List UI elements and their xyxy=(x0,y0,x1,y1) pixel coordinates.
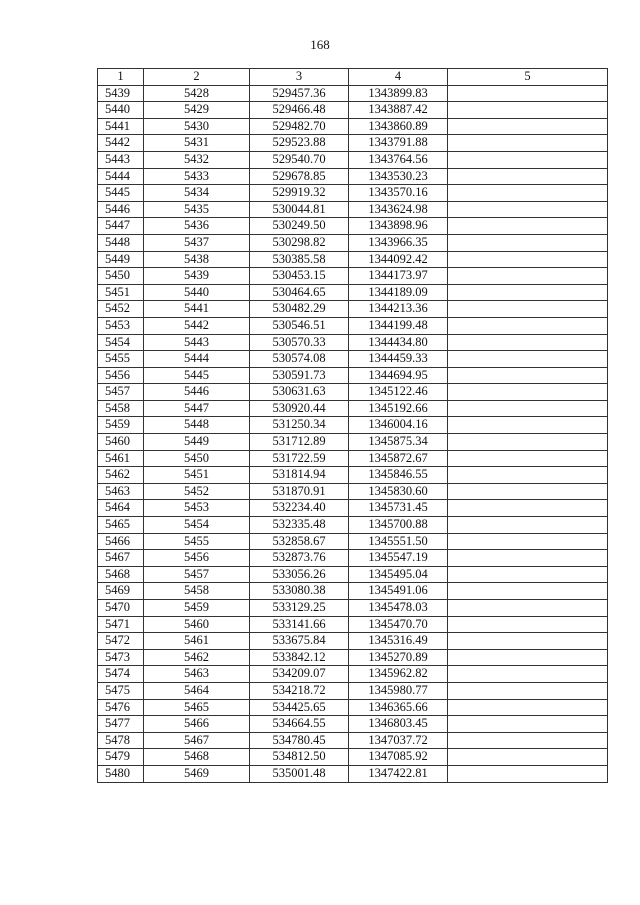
coordinates-table xyxy=(97,68,608,783)
table-cell-col-4: 1345830.60 xyxy=(349,483,448,500)
table-cell-col-1: 5445 xyxy=(98,185,144,202)
table-cell-col-5 xyxy=(448,185,608,202)
table-cell-col-3: 530574.08 xyxy=(250,351,349,368)
table-cell-col-3: 529678.85 xyxy=(250,168,349,185)
table-cell-col-1: 5441 xyxy=(98,118,144,135)
table-cell-col-2: 5447 xyxy=(144,400,250,417)
table-cell-col-4: 1344694.95 xyxy=(349,367,448,384)
table-cell-col-3: 530591.73 xyxy=(250,367,349,384)
table-cell-col-2: 5443 xyxy=(144,334,250,351)
table-cell-col-3: 530385.58 xyxy=(250,251,349,268)
table-cell-col-1: 5439 xyxy=(98,85,144,102)
table-cell-col-1: 5444 xyxy=(98,168,144,185)
table-row xyxy=(98,367,608,384)
table-row xyxy=(98,434,608,451)
table-cell-col-4: 1343899.83 xyxy=(349,85,448,102)
table-cell-col-1: 5470 xyxy=(98,600,144,617)
table-cell-col-3: 529466.48 xyxy=(250,102,349,119)
table-cell-col-4: 1345491.06 xyxy=(349,583,448,600)
table-cell-col-4: 1345962.82 xyxy=(349,666,448,683)
table-cell-col-3: 530453.15 xyxy=(250,268,349,285)
table-cell-col-3: 533842.12 xyxy=(250,649,349,666)
table-row xyxy=(98,483,608,500)
table-cell-col-1: 5466 xyxy=(98,533,144,550)
table-cell-col-5 xyxy=(448,268,608,285)
table-cell-col-2: 5428 xyxy=(144,85,250,102)
table-cell-col-4: 1345470.70 xyxy=(349,616,448,633)
table-cell-col-4: 1344459.33 xyxy=(349,351,448,368)
table-cell-col-3: 534780.45 xyxy=(250,732,349,749)
table-cell-col-3: 534218.72 xyxy=(250,682,349,699)
table-cell-col-5 xyxy=(448,168,608,185)
column-header-2: 2 xyxy=(144,69,250,86)
table-cell-col-5 xyxy=(448,351,608,368)
table-cell-col-5 xyxy=(448,682,608,699)
column-header-4: 4 xyxy=(349,69,448,86)
table-row xyxy=(98,666,608,683)
table-cell-col-3: 535001.48 xyxy=(250,765,349,782)
table-cell-col-5 xyxy=(448,434,608,451)
table-cell-col-4: 1345980.77 xyxy=(349,682,448,699)
table-cell-col-1: 5474 xyxy=(98,666,144,683)
table-cell-col-4: 1347037.72 xyxy=(349,732,448,749)
table-cell-col-2: 5452 xyxy=(144,483,250,500)
table-cell-col-2: 5464 xyxy=(144,682,250,699)
table-cell-col-5 xyxy=(448,749,608,766)
table-cell-col-1: 5448 xyxy=(98,234,144,251)
table-cell-col-5 xyxy=(448,765,608,782)
table-cell-col-1: 5454 xyxy=(98,334,144,351)
table-cell-col-5 xyxy=(448,400,608,417)
table-row xyxy=(98,201,608,218)
page-number: 168 xyxy=(310,37,330,52)
table-row xyxy=(98,550,608,567)
table-cell-col-2: 5462 xyxy=(144,649,250,666)
table-row xyxy=(98,765,608,782)
table-cell-col-2: 5431 xyxy=(144,135,250,152)
table-cell-col-1: 5458 xyxy=(98,400,144,417)
table-cell-col-5 xyxy=(448,234,608,251)
table-cell-col-2: 5460 xyxy=(144,616,250,633)
table-cell-col-1: 5477 xyxy=(98,716,144,733)
table-cell-col-1: 5461 xyxy=(98,450,144,467)
table-cell-col-1: 5443 xyxy=(98,151,144,168)
table-cell-col-5 xyxy=(448,616,608,633)
table-row xyxy=(98,649,608,666)
table-cell-col-2: 5438 xyxy=(144,251,250,268)
table-cell-col-1: 5480 xyxy=(98,765,144,782)
table-cell-col-3: 530464.65 xyxy=(250,284,349,301)
table-row xyxy=(98,85,608,102)
table-row xyxy=(98,284,608,301)
table-row xyxy=(98,400,608,417)
table-cell-col-2: 5467 xyxy=(144,732,250,749)
table-row xyxy=(98,135,608,152)
table-cell-col-4: 1346004.16 xyxy=(349,417,448,434)
table-cell-col-2: 5449 xyxy=(144,434,250,451)
table-cell-col-2: 5434 xyxy=(144,185,250,202)
table-cell-col-2: 5455 xyxy=(144,533,250,550)
table-cell-col-3: 532234.40 xyxy=(250,500,349,517)
table-row xyxy=(98,616,608,633)
table-cell-col-3: 530482.29 xyxy=(250,301,349,318)
table-cell-col-3: 529540.70 xyxy=(250,151,349,168)
table-cell-col-2: 5445 xyxy=(144,367,250,384)
table-cell-col-1: 5446 xyxy=(98,201,144,218)
table-cell-col-2: 5435 xyxy=(144,201,250,218)
table-cell-col-5 xyxy=(448,417,608,434)
table-cell-col-2: 5448 xyxy=(144,417,250,434)
table-cell-col-1: 5453 xyxy=(98,317,144,334)
table-cell-col-3: 533129.25 xyxy=(250,600,349,617)
table-cell-col-5 xyxy=(448,633,608,650)
table-cell-col-1: 5475 xyxy=(98,682,144,699)
table-row xyxy=(98,185,608,202)
column-header-3: 3 xyxy=(250,69,349,86)
table-cell-col-5 xyxy=(448,666,608,683)
table-header-row xyxy=(98,69,608,86)
table-cell-col-5 xyxy=(448,550,608,567)
table-cell-col-3: 533141.66 xyxy=(250,616,349,633)
table-cell-col-3: 529523.88 xyxy=(250,135,349,152)
table-cell-col-1: 5455 xyxy=(98,351,144,368)
table-cell-col-1: 5450 xyxy=(98,268,144,285)
table-cell-col-2: 5466 xyxy=(144,716,250,733)
table-cell-col-4: 1343764.56 xyxy=(349,151,448,168)
table-row xyxy=(98,118,608,135)
table-row xyxy=(98,334,608,351)
table-cell-col-1: 5457 xyxy=(98,384,144,401)
table-cell-col-3: 532873.76 xyxy=(250,550,349,567)
table-cell-col-1: 5469 xyxy=(98,583,144,600)
table-cell-col-4: 1345316.49 xyxy=(349,633,448,650)
table-cell-col-4: 1344199.48 xyxy=(349,317,448,334)
table-cell-col-3: 534664.55 xyxy=(250,716,349,733)
table-cell-col-4: 1343530.23 xyxy=(349,168,448,185)
table-cell-col-3: 529482.70 xyxy=(250,118,349,135)
table-cell-col-2: 5440 xyxy=(144,284,250,301)
table-cell-col-3: 531712.89 xyxy=(250,434,349,451)
table-cell-col-4: 1347085.92 xyxy=(349,749,448,766)
table-row xyxy=(98,716,608,733)
table-cell-col-4: 1344189.09 xyxy=(349,284,448,301)
table-cell-col-2: 5429 xyxy=(144,102,250,119)
table-cell-col-1: 5456 xyxy=(98,367,144,384)
table-cell-col-1: 5479 xyxy=(98,749,144,766)
table-cell-col-3: 533080.38 xyxy=(250,583,349,600)
table-cell-col-2: 5436 xyxy=(144,218,250,235)
table-cell-col-4: 1346803.45 xyxy=(349,716,448,733)
table-cell-col-4: 1345478.03 xyxy=(349,600,448,617)
table-row xyxy=(98,417,608,434)
table-cell-col-5 xyxy=(448,334,608,351)
table-row xyxy=(98,351,608,368)
table-cell-col-2: 5433 xyxy=(144,168,250,185)
table-body xyxy=(98,85,608,782)
table-cell-col-2: 5451 xyxy=(144,467,250,484)
table-cell-col-5 xyxy=(448,218,608,235)
table-cell-col-3: 532335.48 xyxy=(250,517,349,534)
table-cell-col-3: 531870.91 xyxy=(250,483,349,500)
table-cell-col-5 xyxy=(448,135,608,152)
table-cell-col-1: 5473 xyxy=(98,649,144,666)
table-cell-col-4: 1343791.88 xyxy=(349,135,448,152)
table-row xyxy=(98,633,608,650)
table-cell-col-5 xyxy=(448,384,608,401)
table-cell-col-5 xyxy=(448,151,608,168)
table-cell-col-1: 5459 xyxy=(98,417,144,434)
table-cell-col-5 xyxy=(448,367,608,384)
table-cell-col-3: 530631.63 xyxy=(250,384,349,401)
table-cell-col-2: 5450 xyxy=(144,450,250,467)
table-cell-col-1: 5465 xyxy=(98,517,144,534)
table-cell-col-5 xyxy=(448,699,608,716)
table-cell-col-1: 5468 xyxy=(98,566,144,583)
table-cell-col-5 xyxy=(448,102,608,119)
table-cell-col-4: 1345495.04 xyxy=(349,566,448,583)
table-cell-col-3: 530570.33 xyxy=(250,334,349,351)
table-row xyxy=(98,450,608,467)
table-cell-col-1: 5467 xyxy=(98,550,144,567)
table-cell-col-3: 531722.59 xyxy=(250,450,349,467)
table-cell-col-3: 532858.67 xyxy=(250,533,349,550)
table-cell-col-4: 1344434.80 xyxy=(349,334,448,351)
table-cell-col-5 xyxy=(448,483,608,500)
table-cell-col-1: 5460 xyxy=(98,434,144,451)
table-row xyxy=(98,102,608,119)
table-cell-col-3: 530298.82 xyxy=(250,234,349,251)
table-cell-col-2: 5454 xyxy=(144,517,250,534)
table-row xyxy=(98,749,608,766)
column-header-5: 5 xyxy=(448,69,608,86)
table-cell-col-5 xyxy=(448,301,608,318)
table-cell-col-2: 5446 xyxy=(144,384,250,401)
table-cell-col-2: 5439 xyxy=(144,268,250,285)
table-cell-col-5 xyxy=(448,450,608,467)
table-cell-col-5 xyxy=(448,317,608,334)
table-cell-col-2: 5456 xyxy=(144,550,250,567)
table-cell-col-4: 1343624.98 xyxy=(349,201,448,218)
table-cell-col-2: 5461 xyxy=(144,633,250,650)
table-cell-col-3: 530920.44 xyxy=(250,400,349,417)
table-row xyxy=(98,682,608,699)
table-cell-col-4: 1345192.66 xyxy=(349,400,448,417)
table-cell-col-1: 5449 xyxy=(98,251,144,268)
table-cell-col-1: 5464 xyxy=(98,500,144,517)
table-cell-col-4: 1346365.66 xyxy=(349,699,448,716)
table-cell-col-3: 530044.81 xyxy=(250,201,349,218)
table-cell-col-3: 534812.50 xyxy=(250,749,349,766)
table-cell-col-2: 5465 xyxy=(144,699,250,716)
table-cell-col-5 xyxy=(448,284,608,301)
table-cell-col-4: 1344213.36 xyxy=(349,301,448,318)
table-row xyxy=(98,168,608,185)
table-row xyxy=(98,301,608,318)
table-cell-col-2: 5437 xyxy=(144,234,250,251)
table-cell-col-5 xyxy=(448,716,608,733)
table-cell-col-5 xyxy=(448,533,608,550)
table-cell-col-1: 5447 xyxy=(98,218,144,235)
table-cell-col-5 xyxy=(448,500,608,517)
table-cell-col-4: 1343898.96 xyxy=(349,218,448,235)
table-cell-col-2: 5457 xyxy=(144,566,250,583)
table-cell-col-4: 1347422.81 xyxy=(349,765,448,782)
table-cell-col-4: 1345122.46 xyxy=(349,384,448,401)
table-cell-col-3: 530249.50 xyxy=(250,218,349,235)
table-cell-col-1: 5440 xyxy=(98,102,144,119)
table-cell-col-2: 5468 xyxy=(144,749,250,766)
table-cell-col-4: 1343966.35 xyxy=(349,234,448,251)
table-row xyxy=(98,151,608,168)
table-row xyxy=(98,583,608,600)
table-cell-col-1: 5478 xyxy=(98,732,144,749)
table-cell-col-2: 5430 xyxy=(144,118,250,135)
table-row xyxy=(98,467,608,484)
table-cell-col-2: 5453 xyxy=(144,500,250,517)
table-row xyxy=(98,500,608,517)
table-cell-col-4: 1345872.67 xyxy=(349,450,448,467)
table-cell-col-5 xyxy=(448,732,608,749)
table-cell-col-1: 5463 xyxy=(98,483,144,500)
table-cell-col-5 xyxy=(448,118,608,135)
table-cell-col-5 xyxy=(448,566,608,583)
table-row xyxy=(98,566,608,583)
table-cell-col-1: 5472 xyxy=(98,633,144,650)
table-cell-col-4: 1343887.42 xyxy=(349,102,448,119)
table-cell-col-4: 1344092.42 xyxy=(349,251,448,268)
table-cell-col-3: 533675.84 xyxy=(250,633,349,650)
table-cell-col-3: 531814.94 xyxy=(250,467,349,484)
table-row xyxy=(98,600,608,617)
table-cell-col-5 xyxy=(448,201,608,218)
table-row xyxy=(98,384,608,401)
table-cell-col-5 xyxy=(448,649,608,666)
table-row xyxy=(98,517,608,534)
table-row xyxy=(98,533,608,550)
table-cell-col-5 xyxy=(448,583,608,600)
table-cell-col-2: 5458 xyxy=(144,583,250,600)
table-cell-col-1: 5462 xyxy=(98,467,144,484)
table-row xyxy=(98,732,608,749)
table-row xyxy=(98,251,608,268)
table-cell-col-4: 1343570.16 xyxy=(349,185,448,202)
table-cell-col-5 xyxy=(448,467,608,484)
table-cell-col-5 xyxy=(448,85,608,102)
column-header-1: 1 xyxy=(98,69,144,86)
table-cell-col-1: 5442 xyxy=(98,135,144,152)
table-row xyxy=(98,699,608,716)
table-cell-col-4: 1345846.55 xyxy=(349,467,448,484)
table-cell-col-1: 5452 xyxy=(98,301,144,318)
table-cell-col-3: 529457.36 xyxy=(250,85,349,102)
table-cell-col-4: 1343860.89 xyxy=(349,118,448,135)
table-cell-col-2: 5441 xyxy=(144,301,250,318)
table-row xyxy=(98,218,608,235)
table-cell-col-4: 1344173.97 xyxy=(349,268,448,285)
table-cell-col-1: 5471 xyxy=(98,616,144,633)
table-cell-col-4: 1345547.19 xyxy=(349,550,448,567)
table-cell-col-3: 534209.07 xyxy=(250,666,349,683)
table-cell-col-3: 534425.65 xyxy=(250,699,349,716)
table-cell-col-3: 533056.26 xyxy=(250,566,349,583)
table-cell-col-4: 1345551.50 xyxy=(349,533,448,550)
table-cell-col-2: 5442 xyxy=(144,317,250,334)
table-cell-col-1: 5451 xyxy=(98,284,144,301)
table-cell-col-2: 5459 xyxy=(144,600,250,617)
table-cell-col-5 xyxy=(448,517,608,534)
table-cell-col-3: 530546.51 xyxy=(250,317,349,334)
table-cell-col-4: 1345270.89 xyxy=(349,649,448,666)
table-cell-col-2: 5463 xyxy=(144,666,250,683)
table-cell-col-5 xyxy=(448,600,608,617)
table-cell-col-3: 529919.32 xyxy=(250,185,349,202)
table-cell-col-4: 1345700.88 xyxy=(349,517,448,534)
table-cell-col-1: 5476 xyxy=(98,699,144,716)
table-cell-col-5 xyxy=(448,251,608,268)
table-cell-col-2: 5432 xyxy=(144,151,250,168)
table-row xyxy=(98,317,608,334)
table-cell-col-4: 1345875.34 xyxy=(349,434,448,451)
table-cell-col-4: 1345731.45 xyxy=(349,500,448,517)
table-row xyxy=(98,234,608,251)
table-cell-col-2: 5469 xyxy=(144,765,250,782)
table-cell-col-3: 531250.34 xyxy=(250,417,349,434)
table-cell-col-2: 5444 xyxy=(144,351,250,368)
table-row xyxy=(98,268,608,285)
